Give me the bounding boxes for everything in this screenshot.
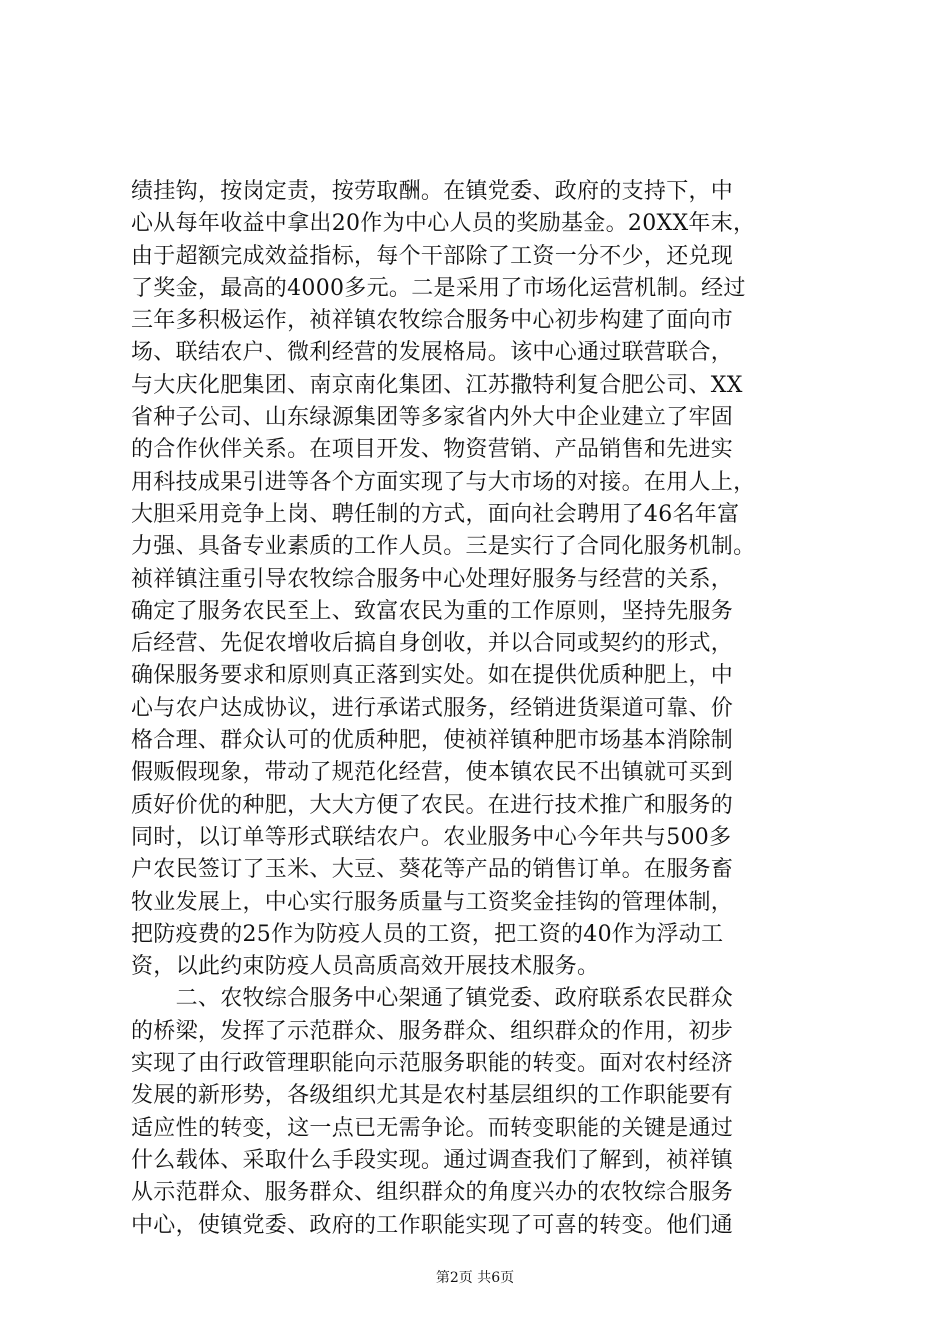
text-line: 实现了由行政管理职能向示范服务职能的转变。面对农村经济 [131, 1051, 734, 1077]
text-line: 什么载体、采取什么手段实现。通过调查我们了解到，祯祥镇 [131, 1147, 734, 1173]
text-line: 后经营、先促农增收后搞自身创收，并以合同或契约的形式， [131, 631, 734, 657]
text-line: 户农民签订了玉米、大豆、葵花等产品的销售订单。在服务畜 [131, 857, 734, 883]
text-line: 力强、具备专业素质的工作人员。三是实行了合同化服务机制。 [131, 534, 756, 560]
text-line: 绩挂钩，按岗定责，按劳取酬。在镇党委、政府的支持下，中 [131, 179, 734, 204]
text-line: 了奖金，最高的4000多元。二是采用了市场化运营机制。经过 [131, 275, 746, 301]
text-line: 省种子公司、山东绿源集团等多家省内外大中企业建立了牢固 [131, 405, 734, 431]
text-line: 中心，使镇党委、政府的工作职能实现了可喜的转变。他们通 [131, 1212, 734, 1238]
text-line: 同时，以订单等形式联结农户。农业服务中心今年共与500多 [131, 824, 732, 850]
text-line: 的桥梁，发挥了示范群众、服务群众、组织群众的作用，初步 [131, 1018, 734, 1044]
text-line: 心从每年收益中拿出20作为中心人员的奖励基金。20XX年末， [131, 211, 756, 237]
text-line: 把防疫费的25作为防疫人员的工资，把工资的40作为浮动工 [131, 921, 724, 947]
text-line: 假贩假现象，带动了规范化经营，使本镇农民不出镇就可买到 [131, 760, 734, 786]
text-line: 资，以此约束防疫人员高质高效开展技术服务。 [131, 954, 600, 980]
page-number-footer: 第2页 共6页 [435, 1270, 515, 1286]
text-line: 格合理、群众认可的优质种肥，使祯祥镇种肥市场基本消除制 [131, 728, 734, 754]
text-line: 场、联结农户、微利经营的发展格局。该中心通过联营联合， [131, 340, 734, 366]
text-line: 与大庆化肥集团、南京南化集团、江苏撒特利复合肥公司、XX [131, 372, 743, 398]
text-line: 确保服务要求和原则真正落到实处。如在提供优质种肥上，中 [131, 663, 734, 689]
text-line: 发展的新形势，各级组织尤其是农村基层组织的工作职能要有 [131, 1083, 734, 1109]
text-line: 质好价优的种肥，大大方便了农民。在进行技术推广和服务的 [131, 792, 734, 818]
text-line: 适应性的转变，这一点已无需争论。而转变职能的关键是通过 [131, 1115, 734, 1141]
text-line: 的合作伙伴关系。在项目开发、物资营销、产品销售和先进实 [131, 437, 734, 463]
text-line: 二、农牧综合服务中心架通了镇党委、政府联系农民群众 [131, 986, 734, 1012]
text-line: 确定了服务农民至上、致富农民为重的工作原则，坚持先服务 [131, 598, 734, 624]
text-line: 祯祥镇注重引导农牧综合服务中心处理好服务与经营的关系， [131, 566, 734, 592]
text-line: 由于超额完成效益指标，每个干部除了工资一分不少，还兑现 [131, 243, 734, 269]
text-line: 牧业发展上，中心实行服务质量与工资奖金挂钩的管理体制， [131, 889, 734, 915]
text-line: 用科技成果引进等各个方面实现了与大市场的对接。在用人上， [131, 469, 756, 495]
text-line: 从示范群众、服务群众、组织群众的角度兴办的农牧综合服务 [131, 1180, 734, 1206]
body-text [131, 176, 831, 1242]
text-line: 三年多积极运作，祯祥镇农牧综合服务中心初步构建了面向市 [131, 308, 734, 334]
text-line: 大胆采用竞争上岗、聘任制的方式，面向社会聘用了46名年富 [131, 501, 740, 527]
text-line: 心与农户达成协议，进行承诺式服务，经销进货渠道可靠、价 [131, 695, 734, 721]
